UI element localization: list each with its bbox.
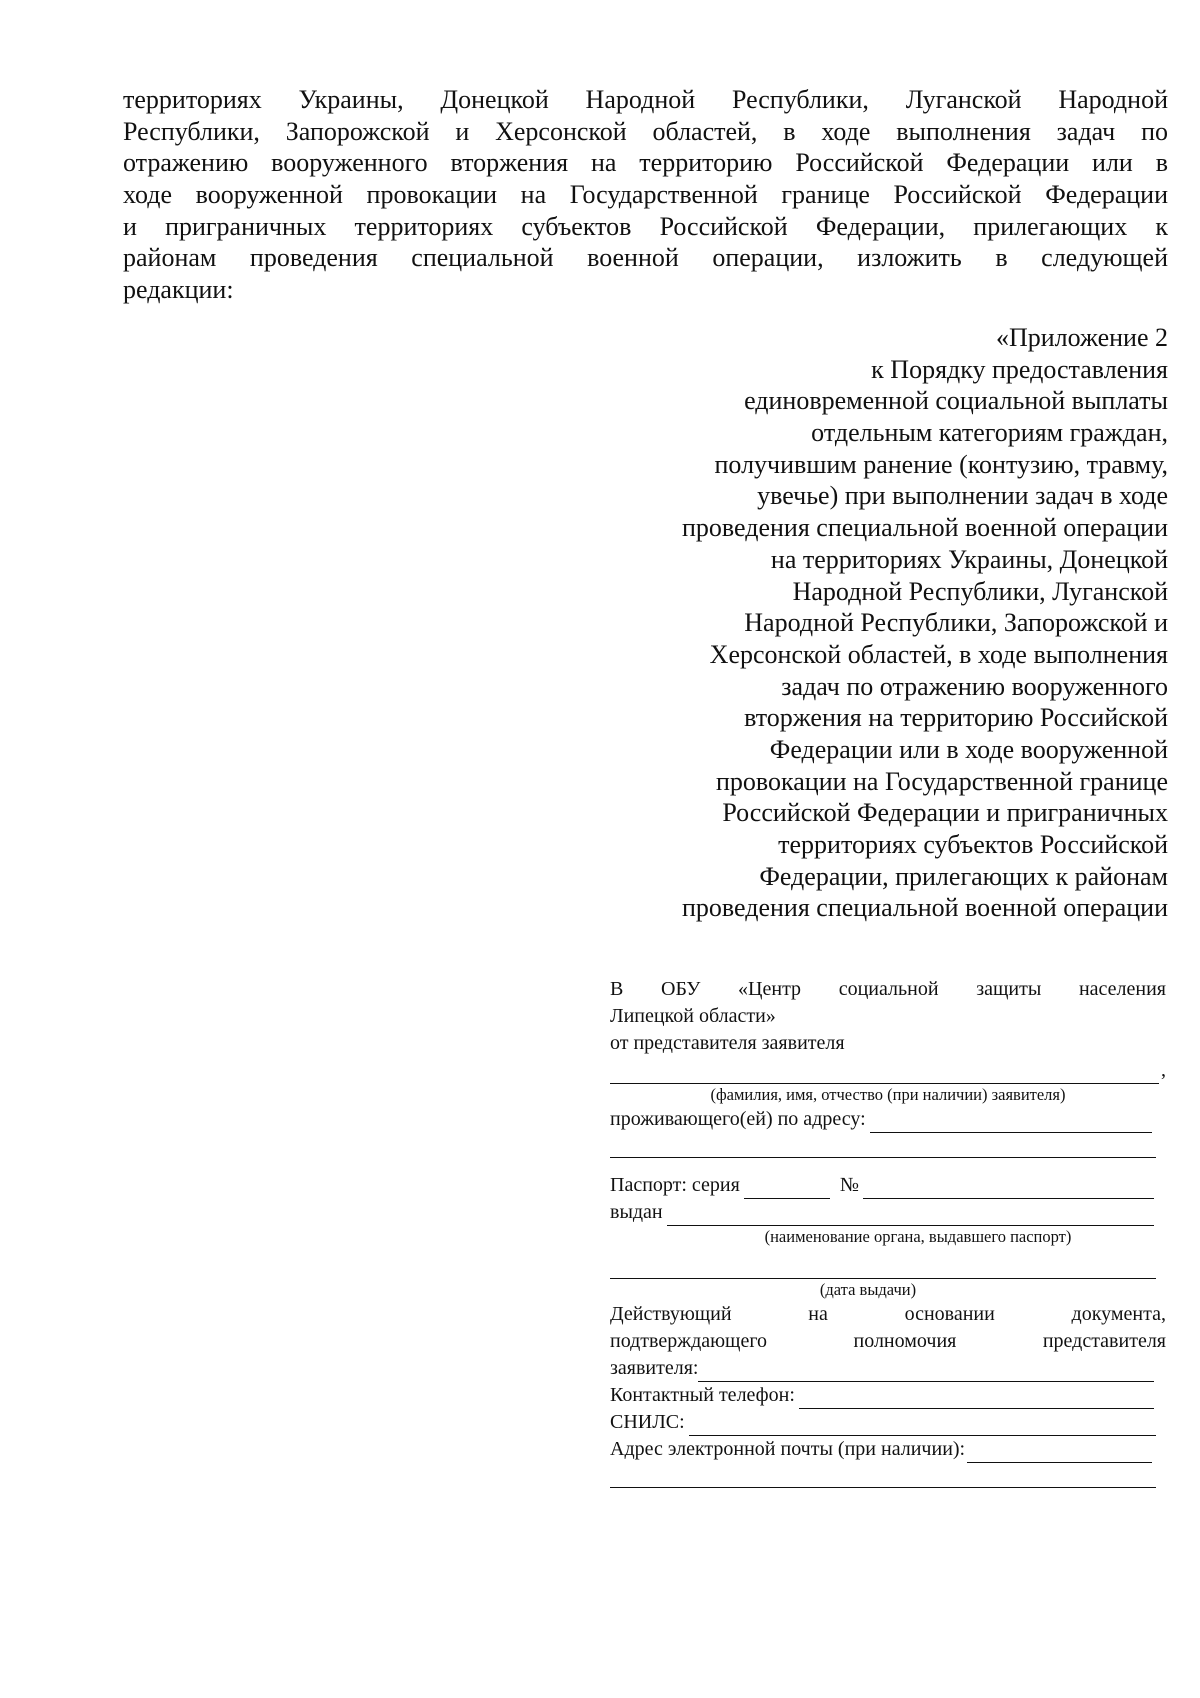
- issued-caption: (наименование органа, выдавшего паспорт): [764, 1227, 1072, 1246]
- annex-line: единовременной социальной выплаты: [744, 386, 1168, 416]
- snils-field[interactable]: [689, 1415, 1156, 1436]
- authority-label: заявителя:: [610, 1357, 699, 1379]
- authority-text: подтверждающего полномочия представителя: [610, 1330, 1166, 1352]
- name-comma: ,: [1161, 1059, 1166, 1081]
- email-label: Адрес электронной почты (при наличии):: [610, 1438, 966, 1460]
- intro-line: отражению вооруженного вторжения на территорию Российской Федерации или в: [123, 148, 1168, 178]
- phone-row: [610, 1382, 1166, 1409]
- annex-heading: [600, 322, 1168, 924]
- annex-line: вторжения на территорию Российской: [744, 703, 1168, 733]
- name-caption: (фамилия, имя, отчество (при наличии) заявителя): [710, 1085, 1066, 1104]
- address-field[interactable]: [870, 1112, 1152, 1133]
- issue-date-caption: (дата выдачи): [819, 1280, 917, 1299]
- intro-line: районам проведения специальной военной операции, изложить в следующей: [123, 243, 1168, 273]
- authority-row: [610, 1355, 1166, 1382]
- annex-line: «Приложение 2: [995, 323, 1168, 352]
- passport-row: [610, 1172, 1166, 1199]
- passport-series-label: Паспорт: серия: [610, 1174, 740, 1196]
- intro-line: Республики, Запорожской и Херсонской областей, в ходе выполнения задач по: [123, 116, 1168, 146]
- intro-paragraph: [123, 84, 1168, 306]
- annex-line: увечье) при выполнении задач в ходе: [757, 481, 1168, 511]
- intro-line: и приграничных территориях субъектов Российской Федерации, прилегающих к: [123, 211, 1168, 241]
- passport-series-field[interactable]: [744, 1178, 830, 1199]
- intro-line: территориях Украины, Донецкой Народной Республики, Луганской Народной: [123, 85, 1168, 114]
- passport-number-field[interactable]: [863, 1178, 1154, 1199]
- applicant-name-row: [610, 1057, 1166, 1084]
- from-label: от представителя заявителя: [610, 1032, 845, 1054]
- snils-row: [610, 1409, 1166, 1436]
- annex-line: проведения специальной военной операции: [682, 893, 1168, 923]
- authority-document-field[interactable]: [698, 1361, 1154, 1382]
- annex-line: отдельным категориям граждан,: [811, 418, 1168, 448]
- issue-date-field[interactable]: [610, 1254, 1156, 1279]
- annex-line: Народной Республики, Луганской: [792, 576, 1168, 606]
- address-field-continued[interactable]: [610, 1133, 1156, 1158]
- annex-line: Федерации, прилегающих к районам: [759, 861, 1168, 891]
- annex-line: территориях субъектов Российской: [778, 830, 1168, 859]
- applicant-name-field[interactable]: [610, 1063, 1159, 1084]
- address-row: [610, 1106, 1166, 1133]
- annex-line: Федерации или в ходе вооруженной: [769, 734, 1168, 764]
- email-row: [610, 1436, 1166, 1463]
- snils-label: СНИЛС:: [610, 1411, 685, 1433]
- address-label: проживающего(ей) по адресу:: [610, 1108, 866, 1130]
- email-field[interactable]: [967, 1442, 1152, 1463]
- annex-line: к Порядку предоставления: [871, 354, 1168, 384]
- annex-line: на территориях Украины, Донецкой: [770, 544, 1168, 574]
- annex-line: Российской Федерации и приграничных: [722, 798, 1168, 828]
- annex-line: проведения специальной военной операции: [682, 513, 1168, 543]
- issued-label: выдан: [610, 1201, 663, 1223]
- annex-line: получившим ранение (контузию, травму,: [714, 449, 1168, 479]
- phone-field[interactable]: [799, 1388, 1154, 1409]
- issued-row: [610, 1199, 1166, 1226]
- authority-text: Действующий на основании документа,: [610, 1303, 1166, 1325]
- phone-label: Контактный телефон:: [610, 1384, 795, 1406]
- annex-line: Херсонской областей, в ходе выполнения: [709, 639, 1168, 669]
- intro-line: ходе вооруженной провокации на Государственной границе Российской Федерации: [123, 180, 1168, 210]
- application-form: [610, 976, 1166, 1488]
- annex-line: задач по отражению вооруженного: [781, 671, 1168, 701]
- addressee-line: В ОБУ «Центр социальной защиты населения: [610, 978, 1166, 1000]
- annex-line: провокации на Государственной границе: [715, 766, 1168, 796]
- intro-line: редакции:: [123, 275, 234, 305]
- addressee-line: Липецкой области»: [610, 1005, 776, 1027]
- passport-number-label: №: [839, 1174, 859, 1196]
- issued-by-field[interactable]: [667, 1205, 1154, 1226]
- email-field-continued[interactable]: [610, 1463, 1156, 1488]
- annex-line: Народной Республики, Запорожской и: [744, 608, 1168, 638]
